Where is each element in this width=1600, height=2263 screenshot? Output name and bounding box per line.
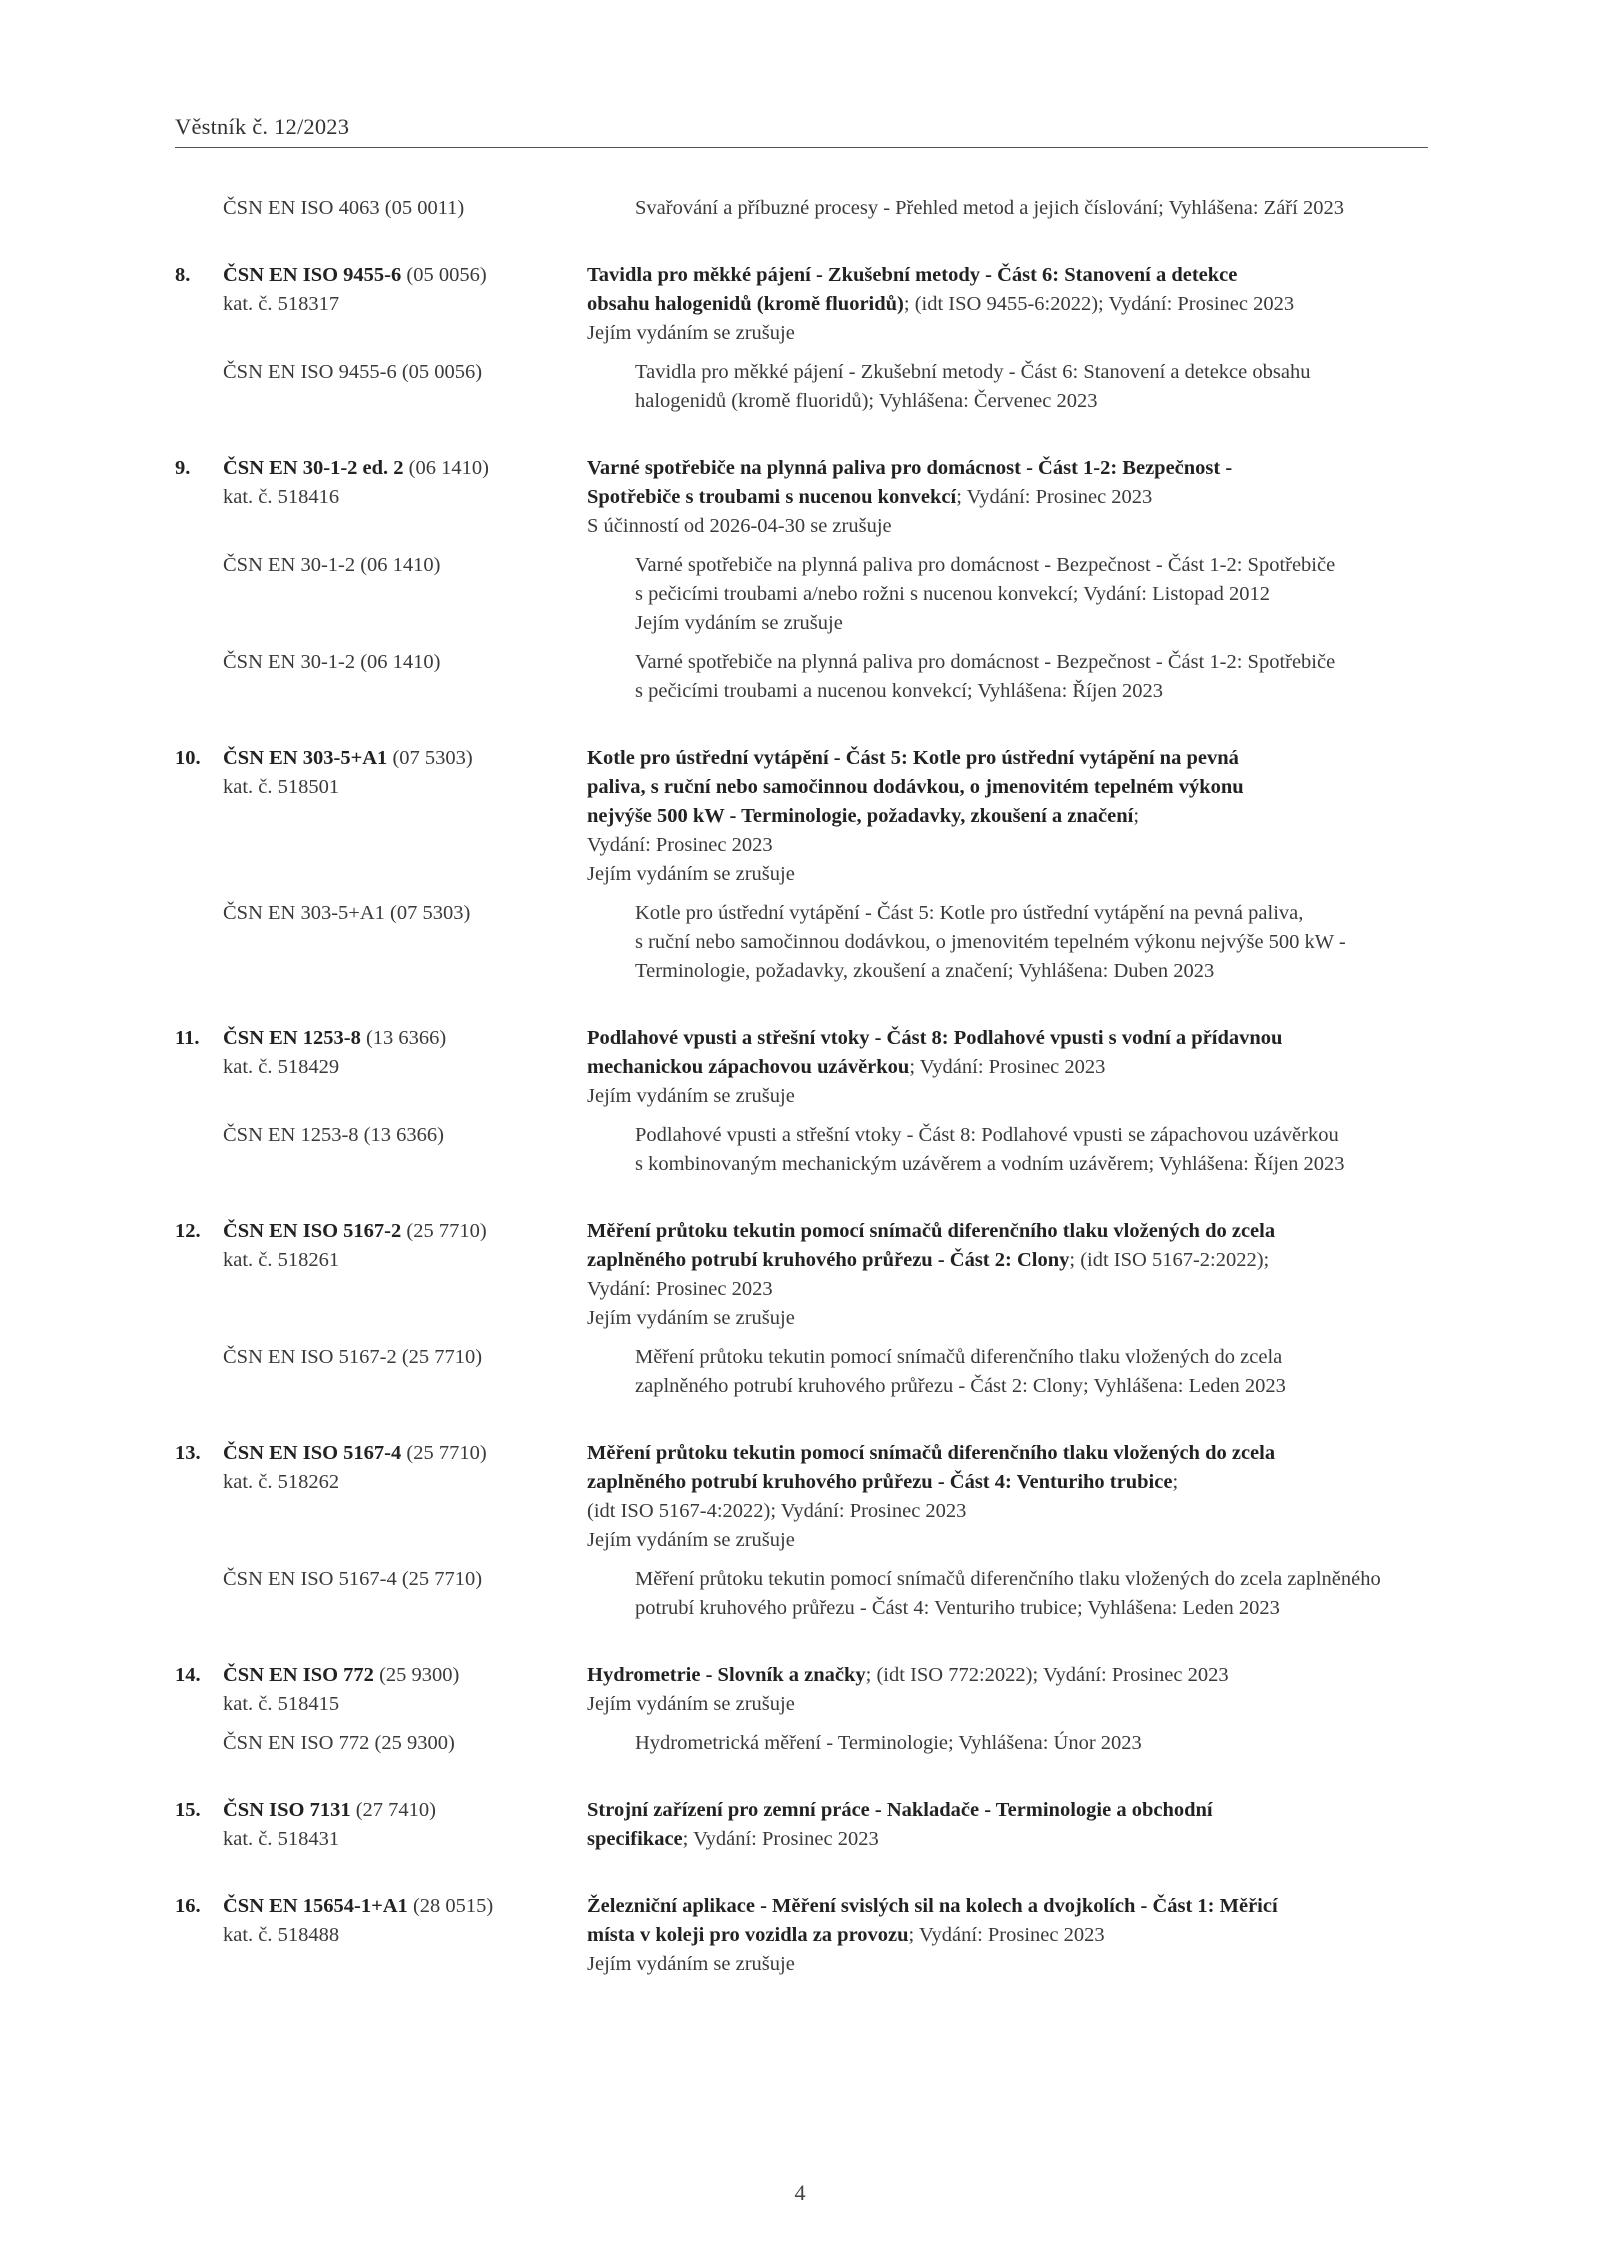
catalog-number: kat. č. 518415 — [223, 1693, 340, 1715]
bulletin-title: Věstník č. 12/2023 — [175, 114, 350, 139]
standard-code: ČSN ISO 7131 — [223, 1799, 351, 1821]
description-line: Varné spotřebiče na plynná paliva pro domácnost - Bezpečnost - Část 1-2: Spotřebiče — [635, 651, 1336, 673]
title-line — [587, 1217, 1440, 1246]
classification-code: (06 1410) — [408, 457, 489, 479]
standard-title: zaplněného potrubí kruhového průřezu - Část 4: Venturiho trubice — [587, 1471, 1173, 1493]
catalog-number: kat. č. 518261 — [223, 1249, 340, 1271]
standard-code: ČSN EN ISO 5167-4 — [223, 1442, 402, 1464]
replaced-standard-row — [175, 1121, 1440, 1179]
issue-info: ; — [1172, 1471, 1179, 1493]
title-line — [587, 1439, 1440, 1468]
title-line — [587, 773, 1440, 802]
entry-number: 8. — [175, 264, 191, 286]
issue-info: ; Vydání: Prosinec 2023 — [909, 1056, 1106, 1078]
standard-code-line — [175, 1217, 587, 1246]
standard-title-block — [587, 1439, 1440, 1555]
issue-info-line: Vydání: Prosinec 2023 — [587, 1278, 773, 1300]
issue-info-line: (idt ISO 5167-4:2022); Vydání: Prosinec 2023 — [587, 1500, 967, 1522]
standard-identifier — [175, 1217, 587, 1275]
replaced-standard-description — [635, 1729, 1440, 1758]
standard-code-line — [175, 454, 587, 483]
replaced-standard-row — [175, 1343, 1440, 1401]
standard-identifier — [175, 1892, 587, 1950]
replaced-standard-description — [635, 1343, 1440, 1401]
replaced-standard-row — [175, 899, 1440, 986]
catalog-number: kat. č. 518431 — [223, 1828, 340, 1850]
standard-code: ČSN EN ISO 5167-2 — [223, 1220, 402, 1242]
page-number: 4 — [794, 2180, 806, 2205]
standard-title-block — [587, 744, 1440, 889]
cancellation-note: Jejím vydáním se zrušuje — [587, 1693, 795, 1715]
classification-code: (27 7410) — [355, 1799, 436, 1821]
standard-code-line — [175, 261, 587, 290]
title-line — [587, 1024, 1440, 1053]
standard-code-line — [175, 1439, 587, 1468]
standard-entry — [175, 454, 1440, 541]
issue-info: ; — [1133, 805, 1140, 827]
title-line — [587, 483, 1440, 512]
title-line — [587, 1246, 1440, 1275]
cancellation-note: Jejím vydáním se zrušuje — [587, 1307, 795, 1329]
cancellation-note: Jejím vydáním se zrušuje — [587, 1953, 795, 1975]
standard-code: ČSN EN ISO 4063 (05 0011) — [223, 197, 465, 219]
catalog-number: kat. č. 518488 — [223, 1924, 340, 1946]
replaced-standard-description — [635, 1565, 1440, 1623]
description-line: s pečicími troubami a nucenou konvekcí; Vyhlášena: Říjen 2023 — [635, 680, 1163, 702]
catalog-number: kat. č. 518429 — [223, 1056, 340, 1078]
standard-title-block — [587, 1217, 1440, 1333]
description-line: s ruční nebo samočinnou dodávkou, o jmenovitém tepelném výkonu nejvýše 500 kW - — [635, 931, 1346, 953]
catalog-number: kat. č. 518317 — [223, 293, 340, 315]
entry-number: 13. — [175, 1442, 201, 1464]
standard-code-line — [175, 1796, 587, 1825]
issue-info: ; (idt ISO 772:2022); Vydání: Prosinec 2023 — [865, 1664, 1229, 1686]
standard-title-block — [587, 454, 1440, 541]
title-line — [587, 261, 1440, 290]
classification-code: (07 5303) — [392, 747, 473, 769]
replaced-standard-row — [175, 648, 1440, 706]
standard-entry — [175, 1024, 1440, 1111]
standard-identifier — [175, 261, 587, 319]
standard-title: obsahu halogenidů (kromě fluoridů) — [587, 293, 904, 315]
catalog-number: kat. č. 518501 — [223, 776, 340, 798]
title-line — [587, 1892, 1440, 1921]
description-line: Měření průtoku tekutin pomocí snímačů diferenčního tlaku vložených do zcela zaplněného — [635, 1568, 1381, 1590]
classification-code: (25 9300) — [379, 1664, 460, 1686]
replaced-standard-code: ČSN EN ISO 772 (25 9300) — [223, 1732, 455, 1754]
standard-title: Měření průtoku tekutin pomocí snímačů diferenčního tlaku vložených do zcela — [587, 1220, 1276, 1242]
replaced-standard-row — [175, 551, 1440, 638]
issue-info: ; Vydání: Prosinec 2023 — [682, 1828, 879, 1850]
title-line — [587, 290, 1440, 319]
replaced-standard-code: ČSN EN 1253-8 (13 6366) — [223, 1124, 444, 1146]
standard-title: specifikace — [587, 1828, 683, 1850]
description-line: Svařování a příbuzné procesy - Přehled metod a jejich číslování; Vyhlášena: Září 2023 — [635, 197, 1344, 219]
cancellation-note: Jejím vydáním se zrušuje — [587, 1529, 795, 1551]
standard-entry — [175, 1661, 1440, 1719]
standard-title: Varné spotřebiče na plynná paliva pro domácnost - Část 1-2: Bezpečnost - — [587, 457, 1233, 479]
standard-title: místa v koleji pro vozidla za provozu — [587, 1924, 909, 1946]
standard-title-block — [587, 1892, 1440, 1979]
entry-number: 10. — [175, 747, 201, 769]
title-line — [587, 744, 1440, 773]
standard-title-block — [587, 1796, 1440, 1854]
classification-code: (13 6366) — [365, 1027, 447, 1049]
replaced-standard-row — [175, 194, 1440, 223]
title-line — [587, 1468, 1440, 1497]
entry-number: 15. — [175, 1799, 201, 1821]
issue-info: ; (idt ISO 9455-6:2022); Vydání: Prosinec 2023 — [903, 293, 1295, 315]
standard-identifier — [175, 1439, 587, 1497]
standard-title: Železniční aplikace - Měření svislých sil na kolech a dvojkolích - Část 1: Měřicí — [587, 1895, 1278, 1917]
standard-title-block — [587, 1661, 1440, 1719]
description-line: zaplněného potrubí kruhového průřezu - Část 2: Clony; Vyhlášena: Leden 2023 — [635, 1375, 1286, 1397]
standard-title: Tavidla pro měkké pájení - Zkušební metody - Část 6: Stanovení a detekce — [587, 264, 1238, 286]
issue-info: ; Vydání: Prosinec 2023 — [956, 486, 1153, 508]
standard-entry — [175, 261, 1440, 348]
standard-title-block — [587, 1024, 1440, 1111]
replaced-standard-description — [635, 551, 1440, 638]
replaced-standard-code: ČSN EN 303-5+A1 (07 5303) — [223, 902, 471, 924]
description-line: halogenidů (kromě fluoridů); Vyhlášena: Červenec 2023 — [635, 390, 1098, 412]
standard-code: ČSN EN ISO 9455-6 — [223, 264, 402, 286]
standard-title: zaplněného potrubí kruhového průřezu - Část 2: Clony — [587, 1249, 1070, 1271]
entry-number: 12. — [175, 1220, 201, 1242]
issue-info-line: Vydání: Prosinec 2023 — [587, 834, 773, 856]
catalog-number: kat. č. 518416 — [223, 486, 340, 508]
entry-number: 9. — [175, 457, 191, 479]
standard-code-line — [175, 1661, 587, 1690]
standard-code: ČSN EN 15654-1+A1 — [223, 1895, 408, 1917]
replaced-standard-description — [635, 899, 1440, 986]
cancellation-note: Jejím vydáním se zrušuje — [587, 863, 795, 885]
title-line — [587, 1921, 1440, 1950]
standard-title: Spotřebiče s troubami s nucenou konvekcí — [587, 486, 957, 508]
entry-number: 16. — [175, 1895, 201, 1917]
standard-entry — [175, 1439, 1440, 1555]
replaced-standard-description — [635, 358, 1440, 416]
standard-identifier — [175, 1796, 587, 1854]
standard-identifier — [175, 744, 587, 802]
description-line: Varné spotřebiče na plynná paliva pro domácnost - Bezpečnost - Část 1-2: Spotřebiče — [635, 554, 1336, 576]
replaced-standard-code: ČSN EN 30-1-2 (06 1410) — [223, 554, 441, 576]
title-line — [587, 802, 1440, 831]
replaced-standard-row — [175, 1729, 1440, 1758]
title-line — [587, 454, 1440, 483]
issue-info: ; Vydání: Prosinec 2023 — [908, 1924, 1105, 1946]
classification-code: (05 0056) — [406, 264, 487, 286]
standard-identifier — [175, 454, 587, 512]
classification-code: (25 7710) — [406, 1442, 487, 1464]
issue-info: ; (idt ISO 5167-2:2022); — [1069, 1249, 1270, 1271]
replaced-standard-code: ČSN EN 30-1-2 (06 1410) — [223, 651, 441, 673]
replaced-standard-row — [175, 1565, 1440, 1623]
description-line: Kotle pro ústřední vytápění - Část 5: Kotle pro ústřední vytápění na pevná paliva, — [635, 902, 1304, 924]
standard-entry — [175, 1796, 1440, 1854]
description-line: Terminologie, požadavky, zkoušení a značení; Vyhlášena: Duben 2023 — [635, 960, 1215, 982]
standard-code: ČSN EN 303-5+A1 — [223, 747, 388, 769]
description-line: Jejím vydáním se zrušuje — [635, 612, 843, 634]
description-line: Tavidla pro měkké pájení - Zkušební metody - Část 6: Stanovení a detekce obsahu — [635, 361, 1311, 383]
standard-title: Podlahové vpusti a střešní vtoky - Část 8: Podlahové vpusti s vodní a přídavnou — [587, 1027, 1283, 1049]
standard-identifier — [175, 1661, 587, 1719]
page-header — [175, 112, 1428, 148]
description-line: s pečicími troubami a/nebo rožni s nucenou konvekcí; Vydání: Listopad 2012 — [635, 583, 1270, 605]
catalog-number: kat. č. 518262 — [223, 1471, 340, 1493]
replaced-standard-description — [635, 1121, 1440, 1179]
classification-code: (25 7710) — [406, 1220, 487, 1242]
standard-title: nejvýše 500 kW - Terminologie, požadavky, zkoušení a značení — [587, 805, 1134, 827]
standard-code-line — [175, 744, 587, 773]
title-line — [587, 1796, 1440, 1825]
standard-title: Kotle pro ústřední vytápění - Část 5: Kotle pro ústřední vytápění na pevná — [587, 747, 1239, 769]
standard-entry — [175, 744, 1440, 889]
standard-title: paliva, s ruční nebo samočinnou dodávkou, o jmenovitém tepelném výkonu — [587, 776, 1244, 798]
replaced-standard-code: ČSN EN ISO 5167-2 (25 7710) — [223, 1346, 483, 1368]
cancellation-note: Jejím vydáním se zrušuje — [587, 322, 795, 344]
replaced-standard-row — [175, 358, 1440, 416]
standard-title: Měření průtoku tekutin pomocí snímačů diferenčního tlaku vložených do zcela — [587, 1442, 1276, 1464]
title-line — [587, 1825, 1440, 1854]
replaced-standard-code: ČSN EN ISO 5167-4 (25 7710) — [223, 1568, 483, 1590]
standard-code-line — [175, 1892, 587, 1921]
standard-code: ČSN EN ISO 772 — [223, 1664, 374, 1686]
description-line: s kombinovaným mechanickým uzávěrem a vodním uzávěrem; Vyhlášena: Říjen 2023 — [635, 1153, 1345, 1175]
description-line: potrubí kruhového průřezu - Část 4: Venturiho trubice; Vyhlášena: Leden 2023 — [635, 1597, 1280, 1619]
title-line — [587, 1053, 1440, 1082]
classification-code: (28 0515) — [412, 1895, 494, 1917]
description-line: Hydrometrická měření - Terminologie; Vyhlášena: Únor 2023 — [635, 1732, 1142, 1754]
replaced-standard-code: ČSN EN ISO 9455-6 (05 0056) — [223, 361, 483, 383]
cancellation-note: S účinností od 2026-04-30 se zrušuje — [587, 515, 892, 537]
cancellation-note: Jejím vydáním se zrušuje — [587, 1085, 795, 1107]
standard-identifier — [175, 1024, 587, 1082]
standard-title: mechanickou zápachovou uzávěrkou — [587, 1056, 910, 1078]
description-line: Podlahové vpusti a střešní vtoky - Část 8: Podlahové vpusti se zápachovou uzávěrkou — [635, 1124, 1339, 1146]
standards-list — [175, 194, 1440, 1979]
standard-title: Strojní zařízení pro zemní práce - Nakladače - Terminologie a obchodní — [587, 1799, 1213, 1821]
description-line: Měření průtoku tekutin pomocí snímačů diferenčního tlaku vložených do zcela — [635, 1346, 1283, 1368]
standard-code: ČSN EN 30-1-2 ed. 2 — [223, 457, 404, 479]
standard-description — [635, 194, 1440, 223]
title-line — [587, 1661, 1440, 1690]
standard-code-line — [175, 1024, 587, 1053]
standard-code: ČSN EN 1253-8 — [223, 1027, 361, 1049]
standard-entry — [175, 1217, 1440, 1333]
entry-number: 14. — [175, 1664, 201, 1686]
entry-number: 11. — [175, 1027, 200, 1049]
standard-title-block — [587, 261, 1440, 348]
standard-title: Hydrometrie - Slovník a značky — [587, 1664, 866, 1686]
standard-entry — [175, 1892, 1440, 1979]
replaced-standard-description — [635, 648, 1440, 706]
